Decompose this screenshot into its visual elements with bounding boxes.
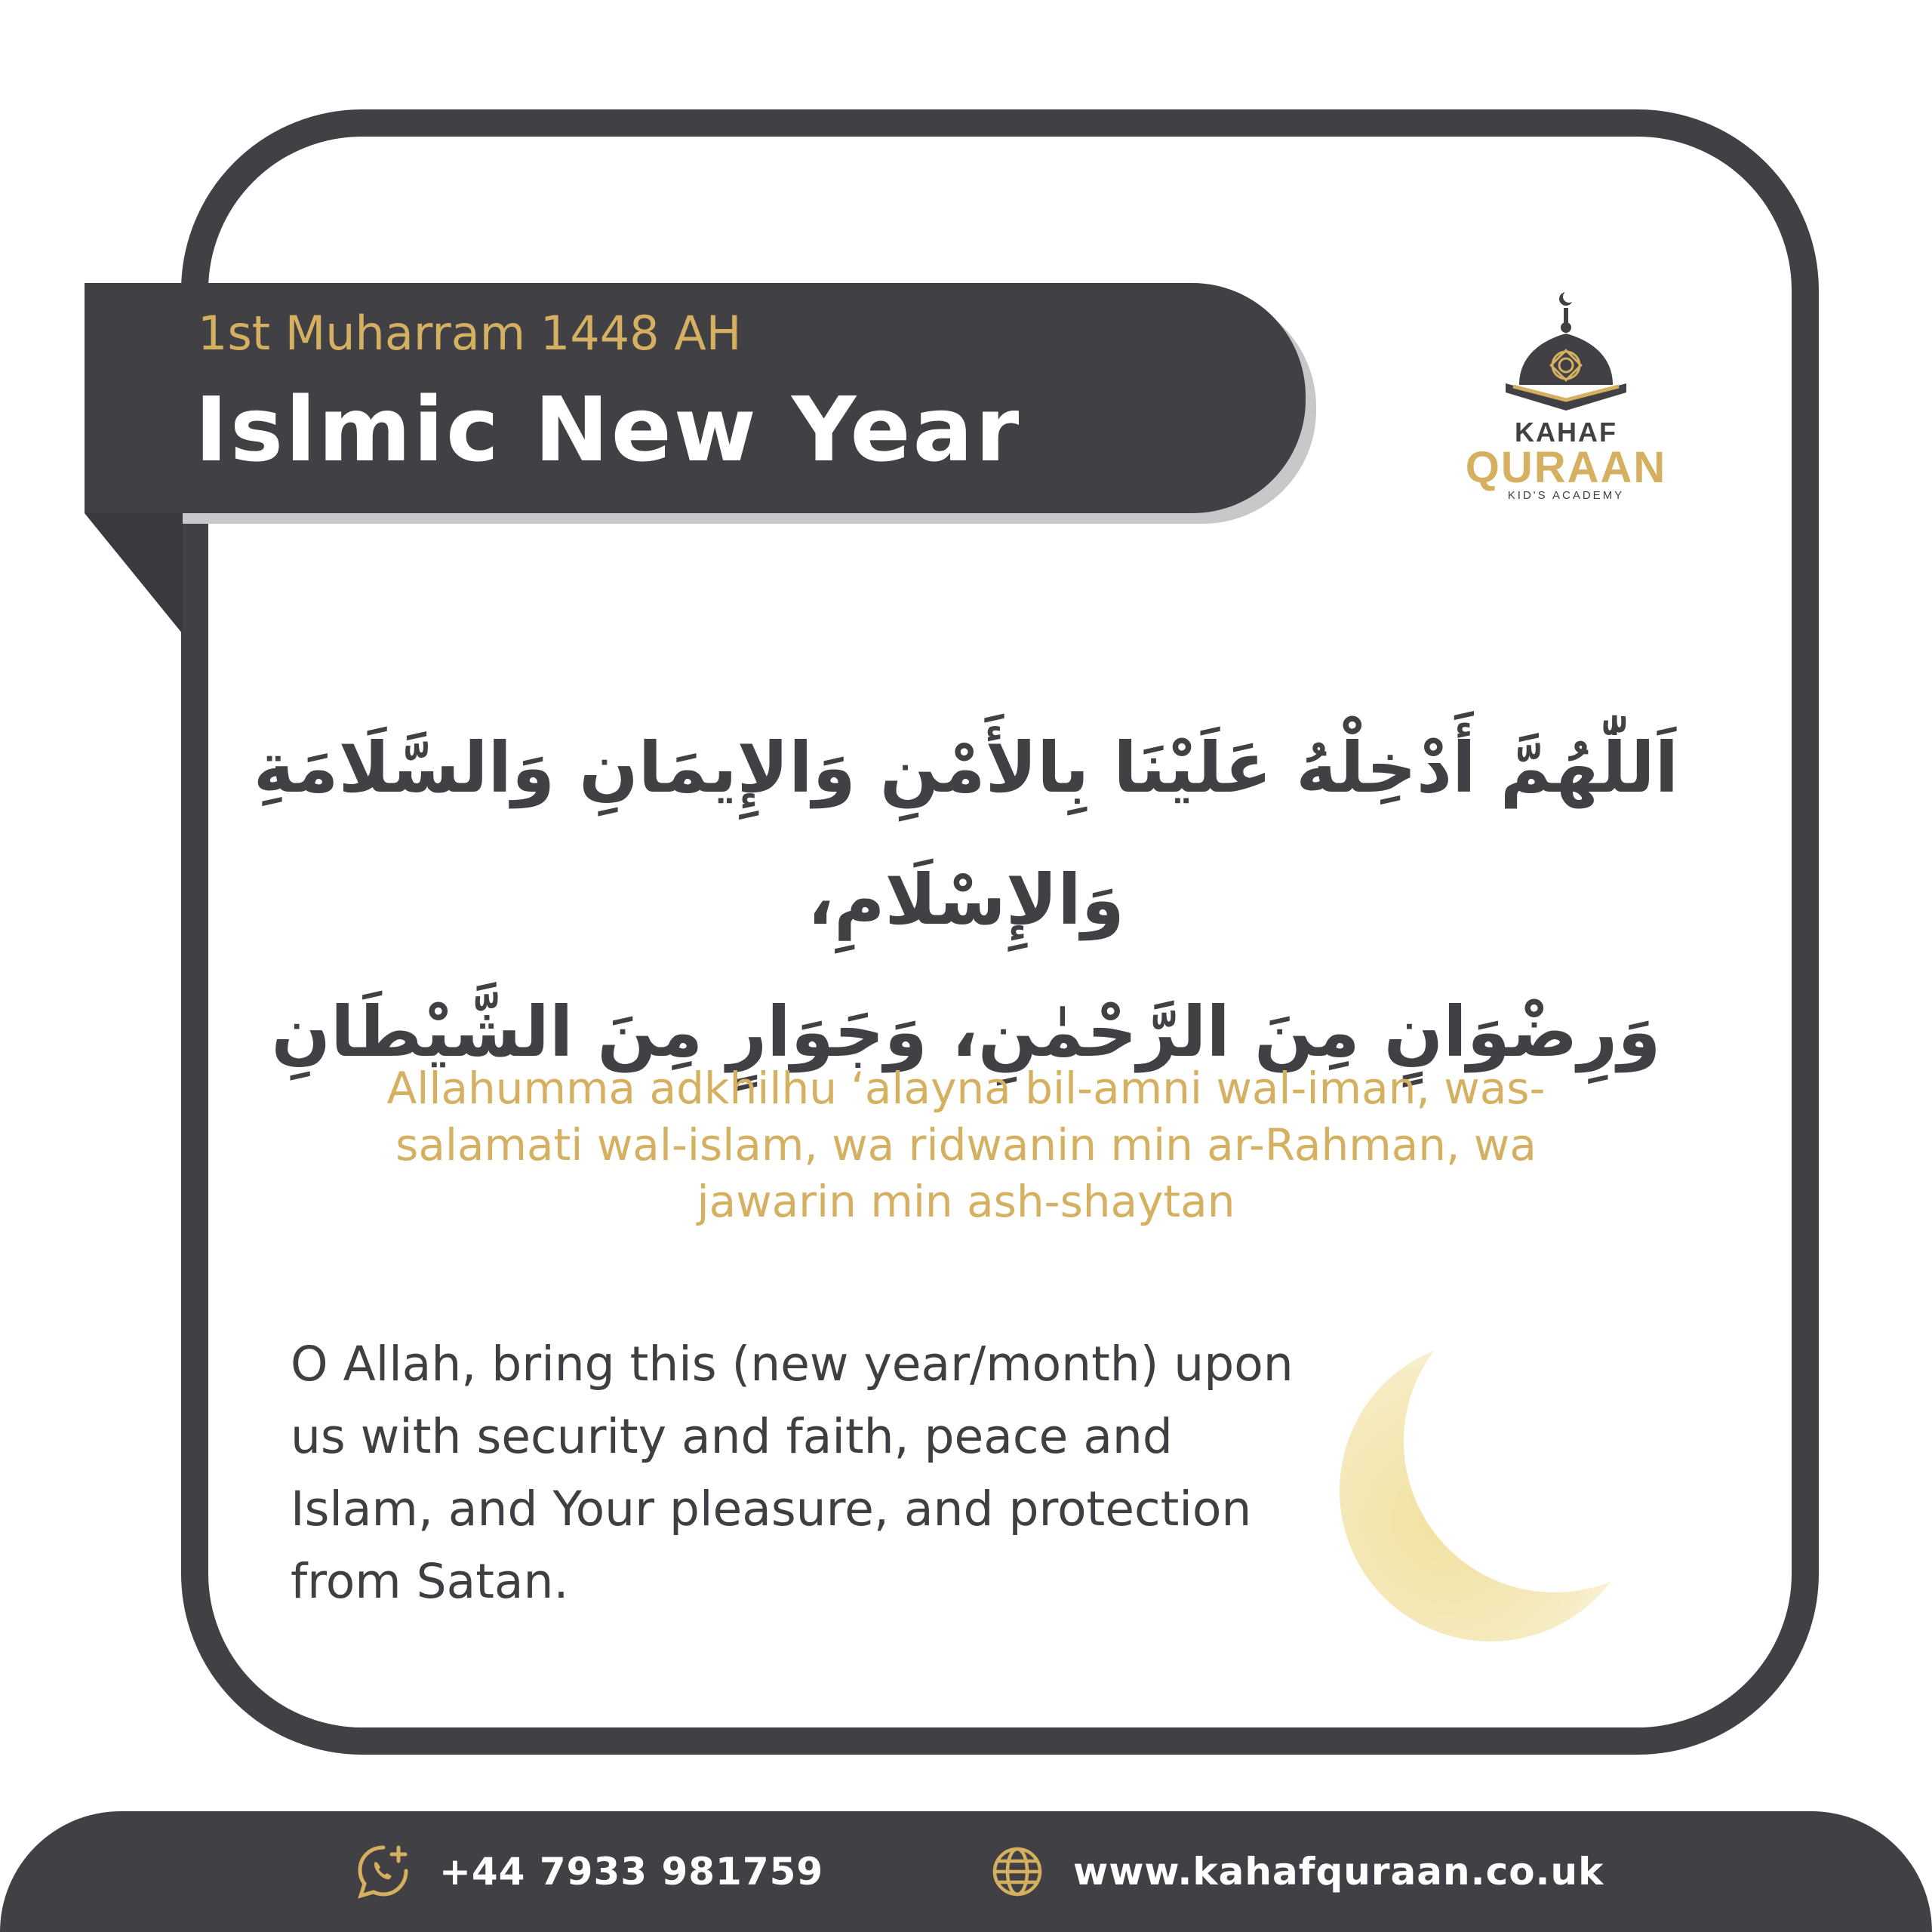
hijri-date: 1st Muharram 1448 AH — [198, 306, 742, 361]
phone-contact[interactable] — [355, 1834, 823, 1909]
translation: O Allah, bring this (new year/month) upon us with security and faith, peace and Islam, and Your pleasure, and protection from Satan. — [291, 1337, 1294, 1609]
kahaf-quraan-logo — [1460, 287, 1672, 506]
phone-number: +44 7933 981759 — [439, 1850, 824, 1894]
arabic-line-1: اَللّٰهُمَّ أَدْخِلْهُ عَلَيْنَا بِالأَمْنِ وَالإِيمَانِ وَالسَّلَامَةِ وَالإِسْلَامِ، — [253, 728, 1679, 940]
mosque-dome-book-icon — [1483, 287, 1649, 415]
arabic-dua — [249, 702, 1683, 1098]
transliteration: Allahumma adkhilhu ‘alayna bil-amni wal-iman, was-salamati wal-islam, wa ridwanin min ar-Rahman, wa jawarin min ash-shaytan — [386, 1063, 1546, 1227]
whatsapp-icon — [355, 1843, 412, 1900]
arabic-line-2: وَرِضْوَانٍ مِنَ الرَّحْمٰنِ، وَجَوَارٍ مِنَ الشَّيْطَانِ — [271, 992, 1661, 1072]
globe-icon — [989, 1843, 1046, 1900]
logo-line-quraan: QURAAN — [1465, 443, 1667, 492]
footer-bar — [0, 1811, 1932, 1932]
website-url: www.kahafquraan.co.uk — [1073, 1850, 1604, 1894]
website-contact[interactable] — [989, 1834, 1604, 1909]
logo-line-kahaf: KAHAF — [1515, 417, 1617, 448]
ribbon-fold — [85, 513, 183, 634]
logo-tagline: KID'S ACADEMY — [1507, 489, 1625, 502]
crescent-moon-icon — [1328, 1317, 1668, 1657]
page-title: Islmic New Year — [195, 377, 1022, 481]
